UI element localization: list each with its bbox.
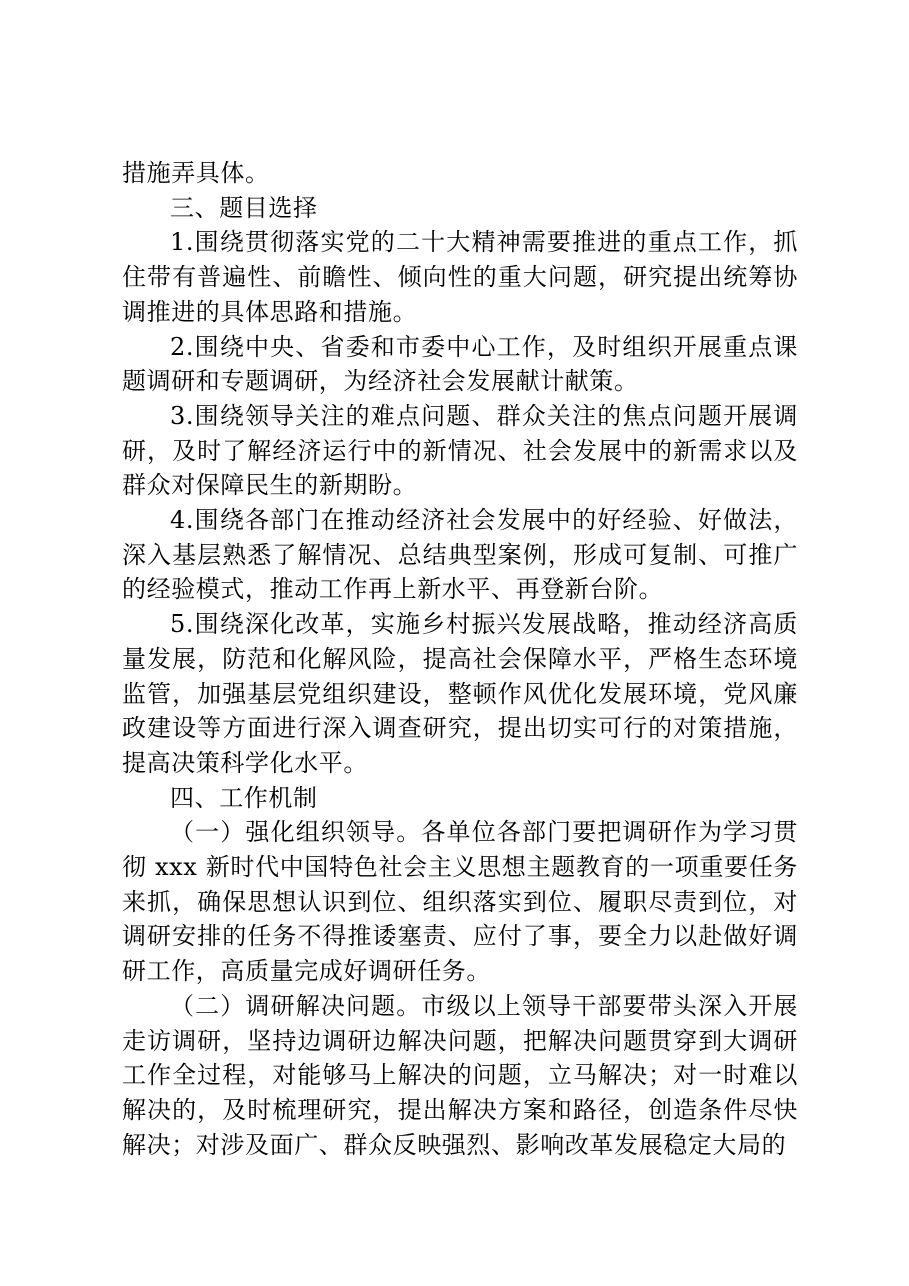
paragraph-item-1: 1.围绕贯彻落实党的二十大精神需要推进的重点工作，抓住带有普遍性、前瞻性、倾向性的重大问题，研究提出统筹协调推进的具体思路和措施。 bbox=[122, 228, 798, 326]
paragraph-item-3: 3.围绕领导关注的难点问题、群众关注的焦点问题开展调研，及时了解经济运行中的新情况、社会发展中的新需求以及群众对保障民生的新期盼。 bbox=[122, 401, 798, 500]
document-body bbox=[122, 156, 798, 1162]
section-heading-topic-selection: 三、题目选择 bbox=[170, 193, 318, 222]
paragraph-item-5: 5.围绕深化改革，实施乡村振兴发展战略，推动经济高质量发展，防范和化解风险，提高社会保障水平，严格生态环境监管，加强基层党组织建设，整顿作风优化发展环境，党风廉政建设等方面进行深入调查研究，提出切实可行的对策措施，提高决策科学化水平。 bbox=[122, 610, 798, 777]
paragraph-mechanism-2: （二）调研解决问题。市级以上领导干部要带头深入开展走访调研，坚持边调研边解决问题，把解决问题贯穿到大调研工作全过程，对能够马上解决的问题，立马解决；对一时难以解决的，及时梳理研究，提出解决方案和路径，创造条件尽快解决；对涉及面广、群众反映强烈、影响改革发展稳定大局的 bbox=[122, 991, 798, 1159]
paragraph-continuation: 措施弄具体。 bbox=[122, 159, 270, 187]
section-heading-work-mechanism: 四、工作机制 bbox=[170, 783, 318, 812]
paragraph-mechanism-1: （一）强化组织领导。各单位各部门要把调研作为学习贯彻 xxx 新时代中国特色社会主义思想主题教育的一项重要任务来抓，确保思想认识到位、组织落实到位、履职尽责到位，对调研安排的任务不得推诿塞责、应付了事，要全力以赴做好调研工作，高质量完成好调研任务。 bbox=[122, 818, 798, 986]
paragraph-item-4: 4.围绕各部门在推动经济社会发展中的好经验、好做法，深入基层熟悉了解情况、总结典型案例，形成可复制、可推广的经验模式，推动工作再上新水平、再登新台阶。 bbox=[122, 506, 798, 604]
paragraph-item-2: 2.围绕中央、省委和市委中心工作，及时组织开展重点课题调研和专题调研，为经济社会发展献计献策。 bbox=[122, 332, 798, 396]
